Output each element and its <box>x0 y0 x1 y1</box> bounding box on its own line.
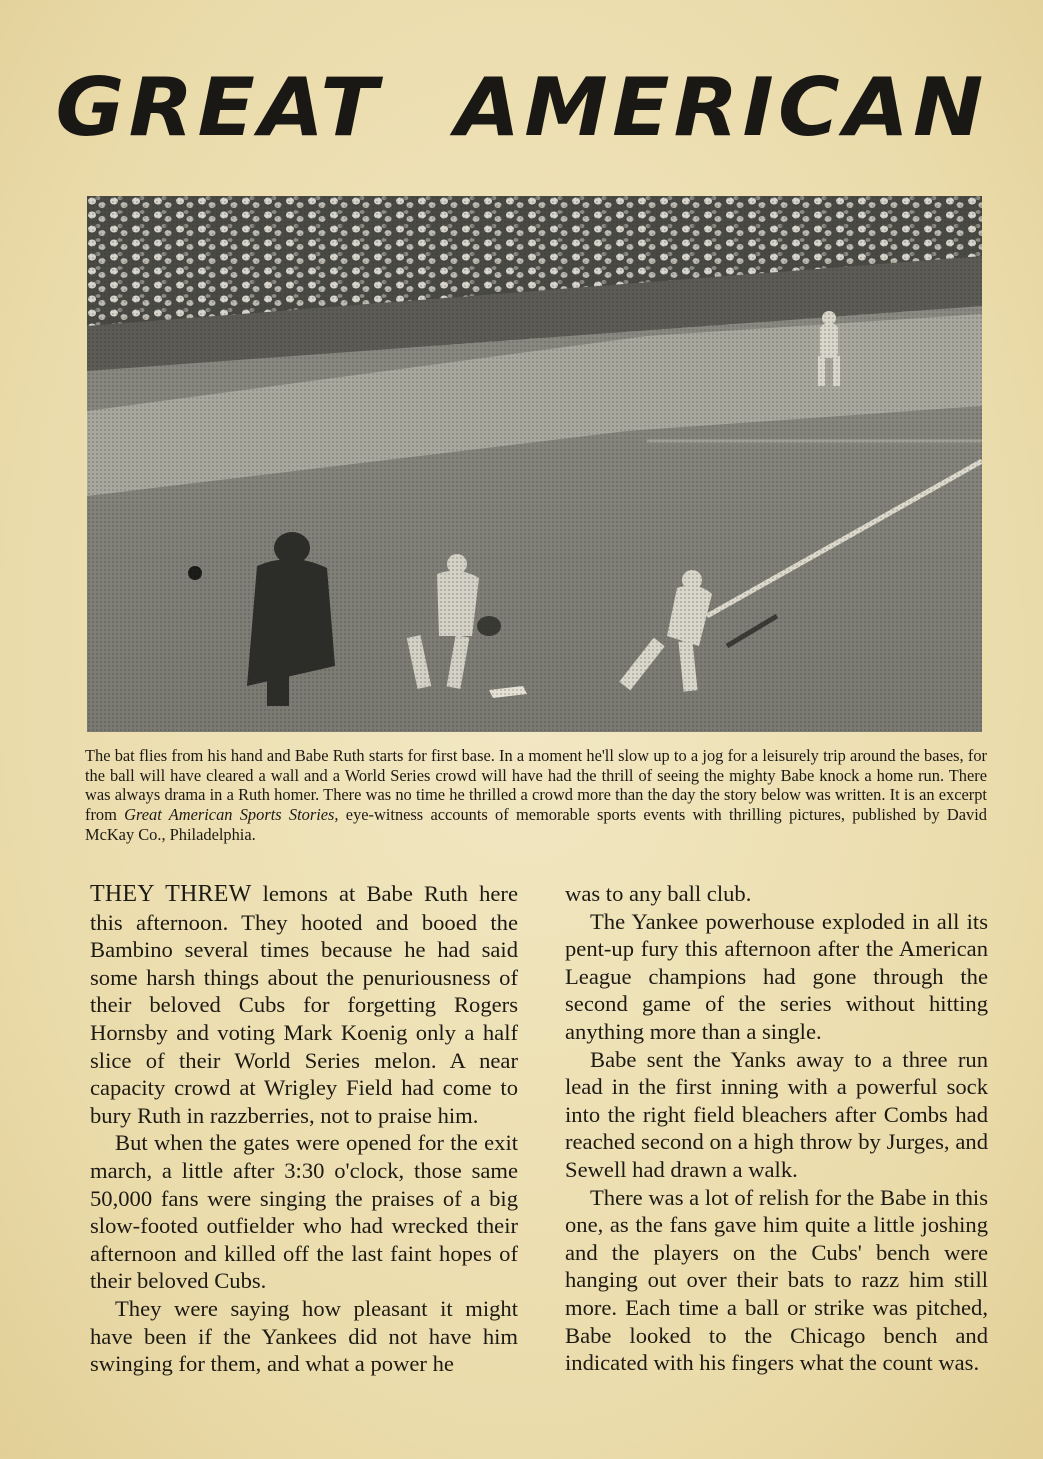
article-paragraph: Babe sent the Yanks away to a three run lead in the first inning with a powerful sock into the right field bleachers after Combs had reached second on a high throw by Jurges, and Sewell had drawn a walk. <box>565 1046 988 1182</box>
article-column-left <box>90 880 518 1378</box>
page-headline: GREAT AMERICAN <box>55 61 988 154</box>
article-paragraph-text: lemons at Babe Ruth here this afternoon. They hooted and booed the Bambino several times because he had said some harsh things about the penuriousness of their beloved Cubs for forgetting Rogers Hornsby and voting Mark Koenig only a half slice of their World Series melon. A near capacity crowd at Wrigley Field had come to bury Ruth in razzberries, not to praise him. <box>90 881 518 1128</box>
photo-caption <box>85 746 987 845</box>
baseball-photo <box>87 196 982 732</box>
article-column-right <box>565 880 988 1377</box>
article-paragraph: But when the gates were opened for the exit march, a little after 3:30 o'clock, those same 50,000 fans were singing the praises of a big slow-footed outfielder who had wrecked their afternoon and killed off the last faint hopes of their beloved Cubs. <box>90 1130 518 1294</box>
article-paragraph: They were saying how pleasant it might have been if the Yankees did not have him swinging for them, and what a power he <box>90 1295 518 1377</box>
article-paragraph <box>90 880 518 1129</box>
caption-book-title: Great American Sports Stories, <box>124 805 339 825</box>
article-lead-words: THEY THREW <box>90 881 252 907</box>
caption-text-2: eye-witness accounts of memorable sports events with thrilling pictures, published by David McKay Co., Philadelphia. <box>85 805 987 844</box>
article-paragraph: The Yankee powerhouse exploded in all its pent-up fury this afternoon after the American League champions had gone through the second game of the series without hitting anything more than a single. <box>565 908 988 1044</box>
article-paragraph: was to any ball club. <box>565 881 752 906</box>
caption-text-1: The bat flies from his hand and Babe Ruth starts for first base. In a moment he'll slow up to a jog for a leisurely trip around the bases, for the ball will have cleared a wall and a World Series crowd will have had the thrill of seeing the mighty Babe knock a home run. There was always drama in a Ruth homer. There was no time he thrilled a crowd more than the day the story below was written. It is an excerpt from <box>85 746 987 825</box>
article-paragraph: There was a lot of relish for the Babe in this one, as the fans gave him quite a little joshing and the players on the Cubs' bench were hanging out over their bats to razz him still more. Each time a ball or strike was pitched, Babe looked to the Chicago bench and indicated with his fingers what the count was. <box>565 1184 988 1376</box>
